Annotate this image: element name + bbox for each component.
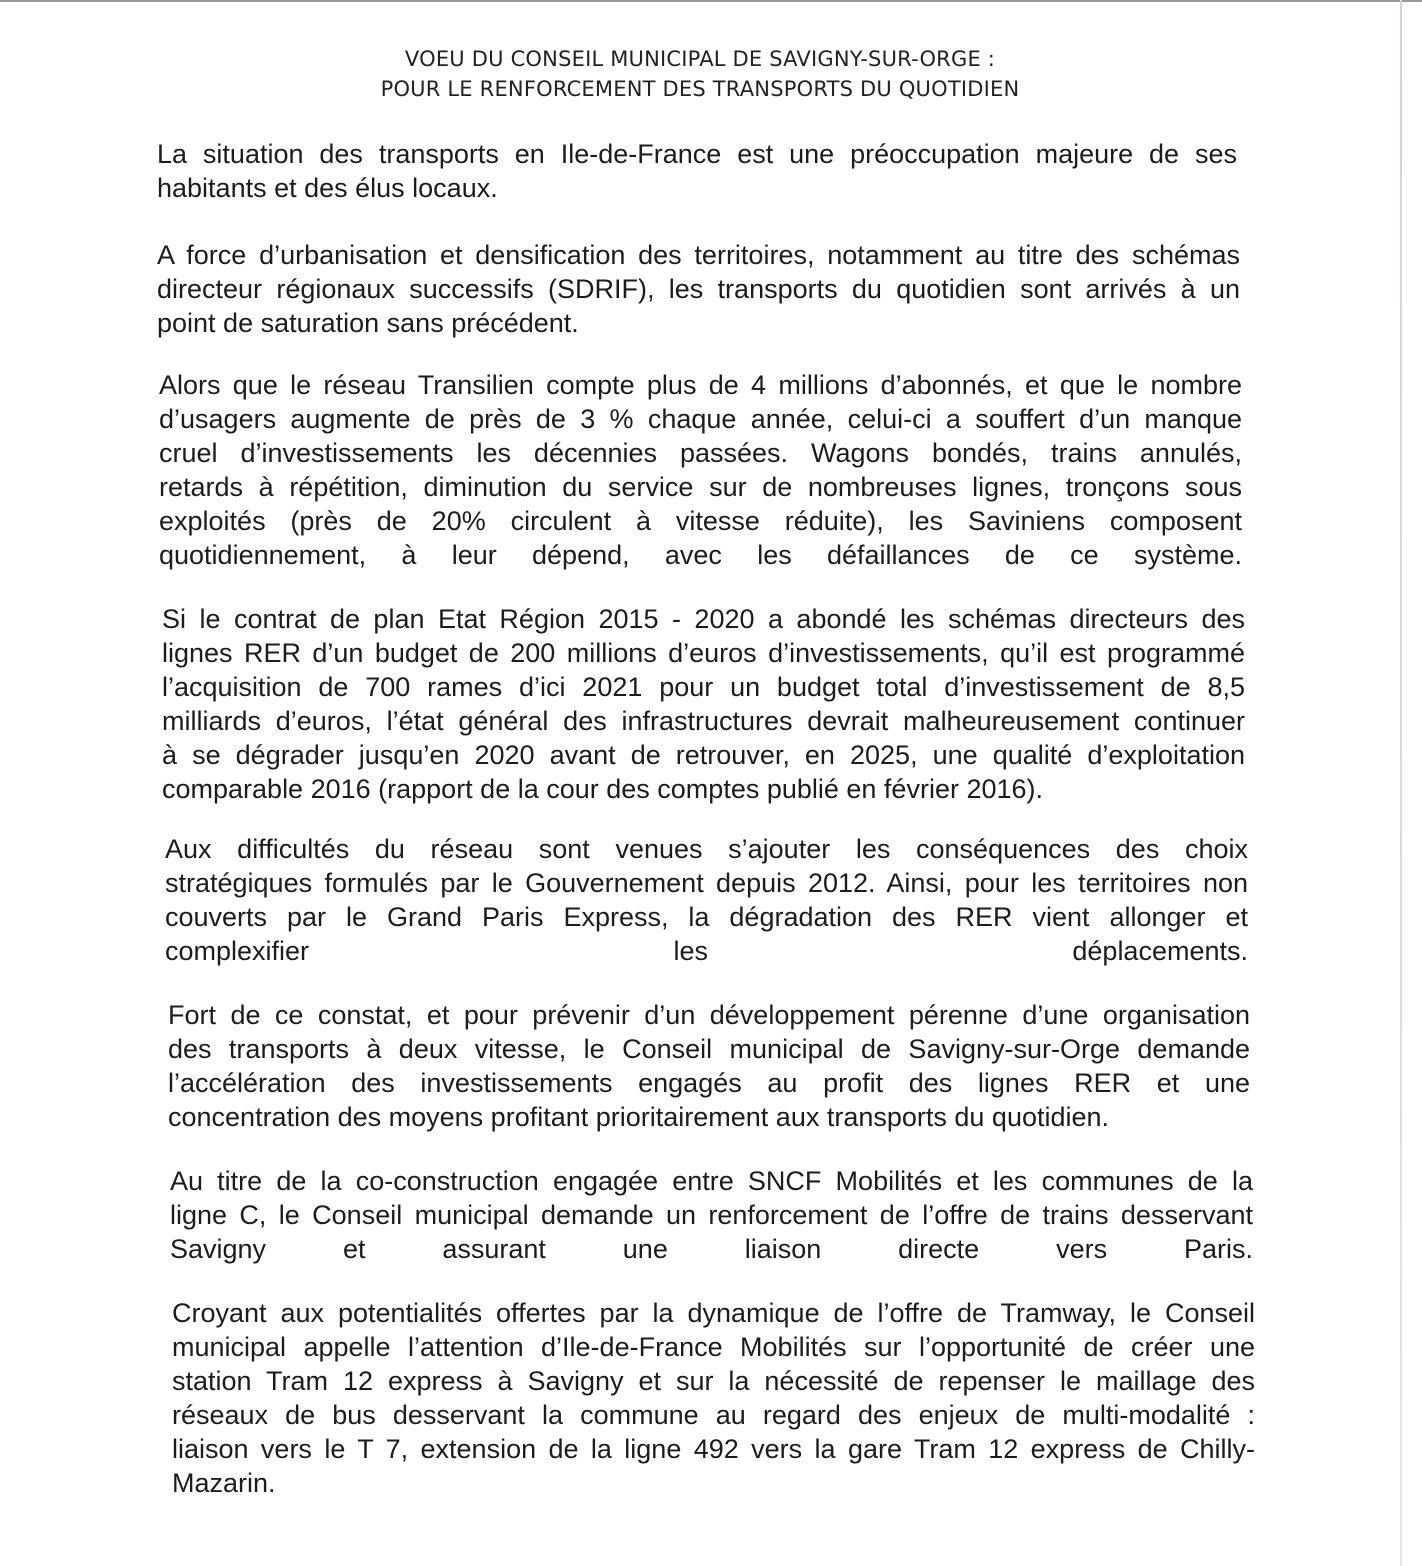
text-line: l’acquisition de 700 rames d’ici 2021 pour un budget total d’investissement de 8,5 [162, 672, 1245, 702]
text-line: Savigny et assurant une liaison directe vers Paris. [170, 1234, 1253, 1264]
paragraph-contrat-plan [162, 602, 1245, 806]
document-title [0, 44, 1400, 104]
text-line: milliards d’euros, l’état général des infrastructures devrait malheureusement continuer [162, 706, 1245, 736]
text-line: lignes RER d’un budget de 200 millions d’euros d’investissements, qu’il est programmé [162, 638, 1245, 668]
paragraph-ligne-c [170, 1164, 1253, 1266]
text-line: stratégiques formulés par le Gouvernement depuis 2012. Ainsi, pour les territoires non [165, 868, 1248, 898]
text-line: quotidiennement, à leur dépend, avec les défaillances de ce système. [159, 540, 1242, 570]
scan-top-border [0, 0, 1422, 2]
text-line: concentration des moyens profitant prioritairement aux transports du quotidien. [168, 1102, 1110, 1132]
text-line: La situation des transports en Ile-de-France est une préoccupation majeure de ses [157, 139, 1237, 169]
title-line-1: VOEU DU CONSEIL MUNICIPAL DE SAVIGNY-SUR-ORGE : [404, 47, 996, 71]
text-line: Alors que le réseau Transilien compte plus de 4 millions d’abonnés, et que le nombre [159, 370, 1242, 400]
text-line: Fort de ce constat, et pour prévenir d’un développement pérenne d’une organisation [168, 1000, 1250, 1030]
text-line: complexifier les déplacements. [165, 936, 1248, 966]
text-line: couverts par le Grand Paris Express, la dégradation des RER vient allonger et [165, 902, 1248, 932]
text-line: Croyant aux potentialités offertes par la dynamique de l’offre de Tramway, le Conseil [172, 1298, 1255, 1328]
text-line: l’accélération des investissements engagés au profit des lignes RER et une [168, 1068, 1250, 1098]
paragraph-tramway [172, 1296, 1255, 1500]
text-line: d’usagers augmente de près de 3 % chaque année, celui-ci a souffert d’un manque [159, 404, 1242, 434]
text-line: exploités (près de 20% circulent à vitesse réduite), les Saviniens composent [159, 506, 1242, 536]
text-line: réseaux de bus desservant la commune au regard des enjeux de multi-modalité : [172, 1400, 1255, 1430]
text-line: liaison vers le T 7, extension de la ligne 492 vers la gare Tram 12 express de Chilly- [172, 1434, 1255, 1464]
text-line: A force d’urbanisation et densification des territoires, notamment au titre des schémas [157, 240, 1240, 270]
paragraph-transilien [159, 368, 1242, 572]
text-line: des transports à deux vitesse, le Conseil municipal de Savigny-sur-Orge demande [168, 1034, 1250, 1064]
text-line: Mazarin. [172, 1468, 276, 1498]
paragraph-constat [168, 998, 1250, 1134]
text-line: station Tram 12 express à Savigny et sur la nécessité de repenser le maillage des [172, 1366, 1255, 1396]
text-line: municipal appelle l’attention d’Ile-de-France Mobilités sur l’opportunité de créer une [172, 1332, 1255, 1362]
text-line: Aux difficultés du réseau sont venues s’ajouter les conséquences des choix [165, 834, 1248, 864]
text-line: Au titre de la co-construction engagée entre SNCF Mobilités et les communes de la [170, 1166, 1253, 1196]
paragraph-difficultes [165, 832, 1248, 968]
text-line: comparable 2016 (rapport de la cour des comptes publié en février 2016). [162, 774, 1044, 804]
text-line: cruel d’investissements les décennies passées. Wagons bondés, trains annulés, [159, 438, 1242, 468]
paragraph-urbanisation [157, 238, 1240, 340]
text-line: ligne C, le Conseil municipal demande un renforcement de l’offre de trains desservant [170, 1200, 1253, 1230]
paragraph-intro [157, 137, 1237, 205]
scan-right-edge [1400, 0, 1402, 1566]
title-line-2: POUR LE RENFORCEMENT DES TRANSPORTS DU QUOTIDIEN [380, 77, 1020, 101]
text-line: retards à répétition, diminution du service sur de nombreuses lignes, tronçons sous [159, 472, 1242, 502]
text-line: à se dégrader jusqu’en 2020 avant de retrouver, en 2025, une qualité d’exploitation [162, 740, 1245, 770]
text-line: habitants et des élus locaux. [157, 173, 498, 203]
text-line: Si le contrat de plan Etat Région 2015 - 2020 a abondé les schémas directeurs des [162, 604, 1245, 634]
text-line: point de saturation sans précédent. [157, 308, 579, 338]
text-line: directeur régionaux successifs (SDRIF), les transports du quotidien sont arrivés à un [157, 274, 1240, 304]
